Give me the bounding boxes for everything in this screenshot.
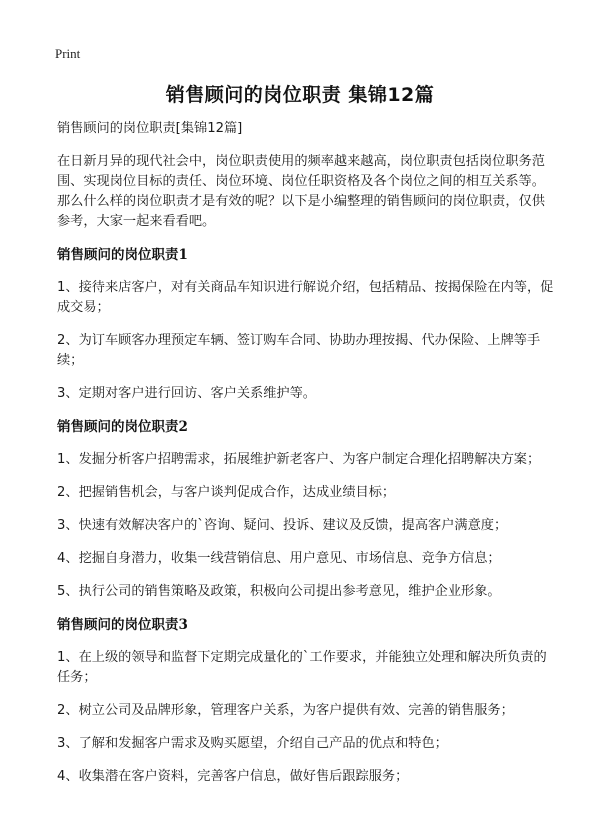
document-title: 销售顾问的岗位职责 集锦12篇 — [165, 84, 435, 106]
list-item: 1、发掘分析客户招聘需求，拓展维护新老客户、为客户制定合理化招聘解决方案； — [57, 452, 541, 467]
section-heading: 销售顾问的岗位职责2 — [57, 419, 188, 435]
list-item: 2、为订车顾客办理预定车辆、签订购车合同、协助办理按揭、代办保险、上牌等手续； — [57, 333, 541, 368]
list-item: 1、在上级的领导和监督下定期完成量化的`工作要求，并能独立处理和解决所负责的任务； — [57, 650, 547, 685]
document-body — [57, 119, 557, 800]
document-subtitle: 销售顾问的岗位职责[集锦12篇] — [57, 121, 243, 136]
list-item: 2、树立公司及品牌形象，管理客户关系，为客户提供有效、完善的销售服务； — [57, 703, 514, 718]
list-item: 3、了解和发掘客户需求及购买愿望，介绍自己产品的优点和特色； — [57, 736, 448, 751]
list-item: 5、执行公司的销售策略及政策，积极向公司提出参考意见，维护企业形象。 — [57, 584, 501, 599]
list-item: 1、接待来店客户，对有关商品车知识进行解说介绍，包括精品、按揭保险在内等，促成交易； — [57, 280, 554, 315]
list-item: 2、把握销售机会，与客户谈判促成合作，达成业绩目标； — [57, 485, 396, 500]
list-item: 4、收集潜在客户资料，完善客户信息，做好售后跟踪服务； — [57, 769, 409, 784]
section-1 — [57, 245, 557, 404]
list-item: 3、定期对客户进行回访、客户关系维护等。 — [57, 386, 316, 401]
section-heading: 销售顾问的岗位职责1 — [57, 247, 188, 263]
print-label: Print — [55, 46, 81, 61]
section-3 — [57, 615, 557, 787]
list-item: 3、快速有效解决客户的`咨询、疑问、投诉、建议及反馈，提高客户满意度； — [57, 518, 508, 533]
section-2 — [57, 417, 557, 602]
section-heading: 销售顾问的岗位职责3 — [57, 617, 188, 633]
intro-paragraph: 在日新月异的现代社会中，岗位职责使用的频率越来越高，岗位职责包括岗位职务范围、实现岗位目标的责任、岗位环境、岗位任职资格及各个岗位之间的相互关系等。那么什么样的岗位职责才是有效的呢？以下是小编整理的销售顾问的岗位职责，仅供参考，大家一起来看看吧。 — [57, 154, 545, 229]
list-item: 4、挖掘自身潜力，收集一线营销信息、用户意见、市场信息、竞争方信息； — [57, 551, 501, 566]
